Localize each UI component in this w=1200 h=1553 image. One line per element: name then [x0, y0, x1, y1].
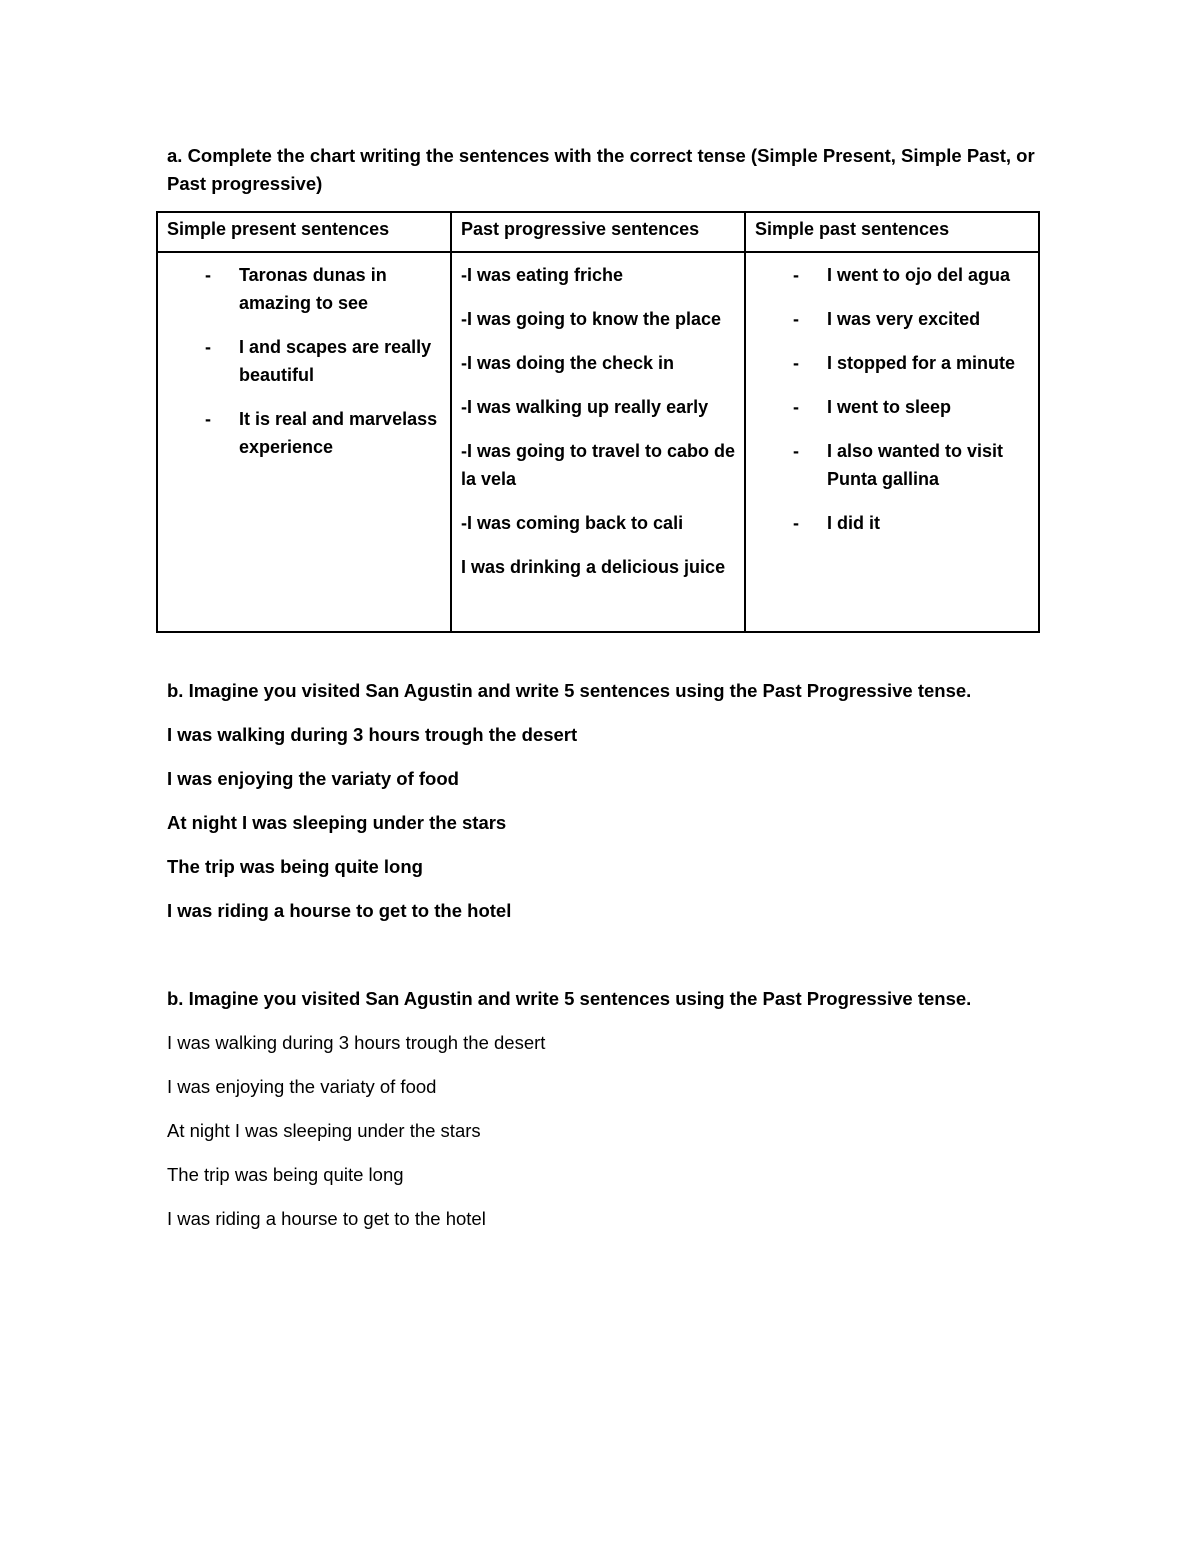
section-b-bold: [167, 677, 1047, 941]
list-item: -I was coming back to cali: [461, 513, 684, 533]
dash-bullet: -: [205, 337, 211, 357]
table-body-row: [157, 252, 1039, 632]
table-header-row: [157, 212, 1039, 252]
list-item: [167, 405, 442, 461]
list-item: [755, 437, 1030, 493]
answer-line: I was riding a hourse to get to the hotel: [167, 900, 512, 921]
answer-line: At night I was sleeping under the stars: [167, 1120, 481, 1141]
instruction-a: a. Complete the chart writing the sentences with the correct tense (Simple Present, Simple Past, or Past progressive): [167, 145, 1035, 194]
answer-line: The trip was being quite long: [167, 856, 423, 877]
list-item: I was drinking a delicious juice: [461, 557, 726, 577]
list-item: [755, 305, 1030, 333]
header-simple-present: Simple present sentences: [157, 212, 451, 252]
dash-bullet: -: [793, 309, 799, 329]
answer-line: The trip was being quite long: [167, 1164, 404, 1185]
sentence-text: I also wanted to visit Punta gallina: [827, 441, 1004, 489]
tense-chart-table: [156, 211, 1040, 633]
sentence-text: I and scapes are really beautiful: [239, 337, 432, 385]
dash-bullet: -: [793, 397, 799, 417]
sentence-text: Taronas dunas in amazing to see: [239, 265, 387, 313]
list-item: [167, 261, 442, 317]
answer-line: I was enjoying the variaty of food: [167, 1076, 437, 1097]
section-b-heading: b. Imagine you visited San Agustin and write 5 sentences using the Past Progressive tense.: [167, 988, 972, 1009]
list-item: [755, 393, 1030, 421]
cell-past-progressive: [451, 252, 745, 632]
list-item: [755, 509, 1030, 537]
dash-bullet: -: [793, 513, 799, 533]
sentence-text: I was very excited: [827, 309, 981, 329]
simple-present-list: [167, 261, 442, 461]
list-item: [755, 261, 1030, 289]
list-item: -I was walking up really early: [461, 397, 709, 417]
sentence-text: I went to sleep: [827, 397, 952, 417]
header-past-progressive: Past progressive sentences: [451, 212, 745, 252]
sentence-text: I went to ojo del agua: [827, 265, 1011, 285]
dash-bullet: -: [205, 265, 211, 285]
answer-line: At night I was sleeping under the stars: [167, 812, 507, 833]
sentence-text: I did it: [827, 513, 880, 533]
list-item: [755, 349, 1030, 377]
sentence-text: It is real and marvelass experience: [239, 409, 438, 457]
dash-bullet: -: [793, 353, 799, 373]
section-b-regular: [167, 985, 1047, 1249]
list-item: -I was doing the check in: [461, 353, 675, 373]
dash-bullet: -: [793, 265, 799, 285]
answer-line: I was walking during 3 hours trough the desert: [167, 724, 578, 745]
header-simple-past: Simple past sentences: [745, 212, 1039, 252]
cell-simple-present: [157, 252, 451, 632]
answer-line: I was riding a hourse to get to the hotel: [167, 1208, 486, 1229]
answer-line: I was walking during 3 hours trough the desert: [167, 1032, 546, 1053]
dash-bullet: -: [793, 441, 799, 461]
past-progressive-list: [461, 261, 736, 581]
list-item: -I was going to know the place: [461, 309, 722, 329]
list-item: -I was going to travel to cabo de la vela: [461, 441, 736, 489]
list-item: [167, 333, 442, 389]
simple-past-list: [755, 261, 1030, 537]
list-item: -I was eating friche: [461, 265, 624, 285]
dash-bullet: -: [205, 409, 211, 429]
section-b-heading: b. Imagine you visited San Agustin and write 5 sentences using the Past Progressive tense.: [167, 680, 972, 701]
cell-simple-past: [745, 252, 1039, 632]
sentence-text: I stopped for a minute: [827, 353, 1016, 373]
answer-line: I was enjoying the variaty of food: [167, 768, 459, 789]
